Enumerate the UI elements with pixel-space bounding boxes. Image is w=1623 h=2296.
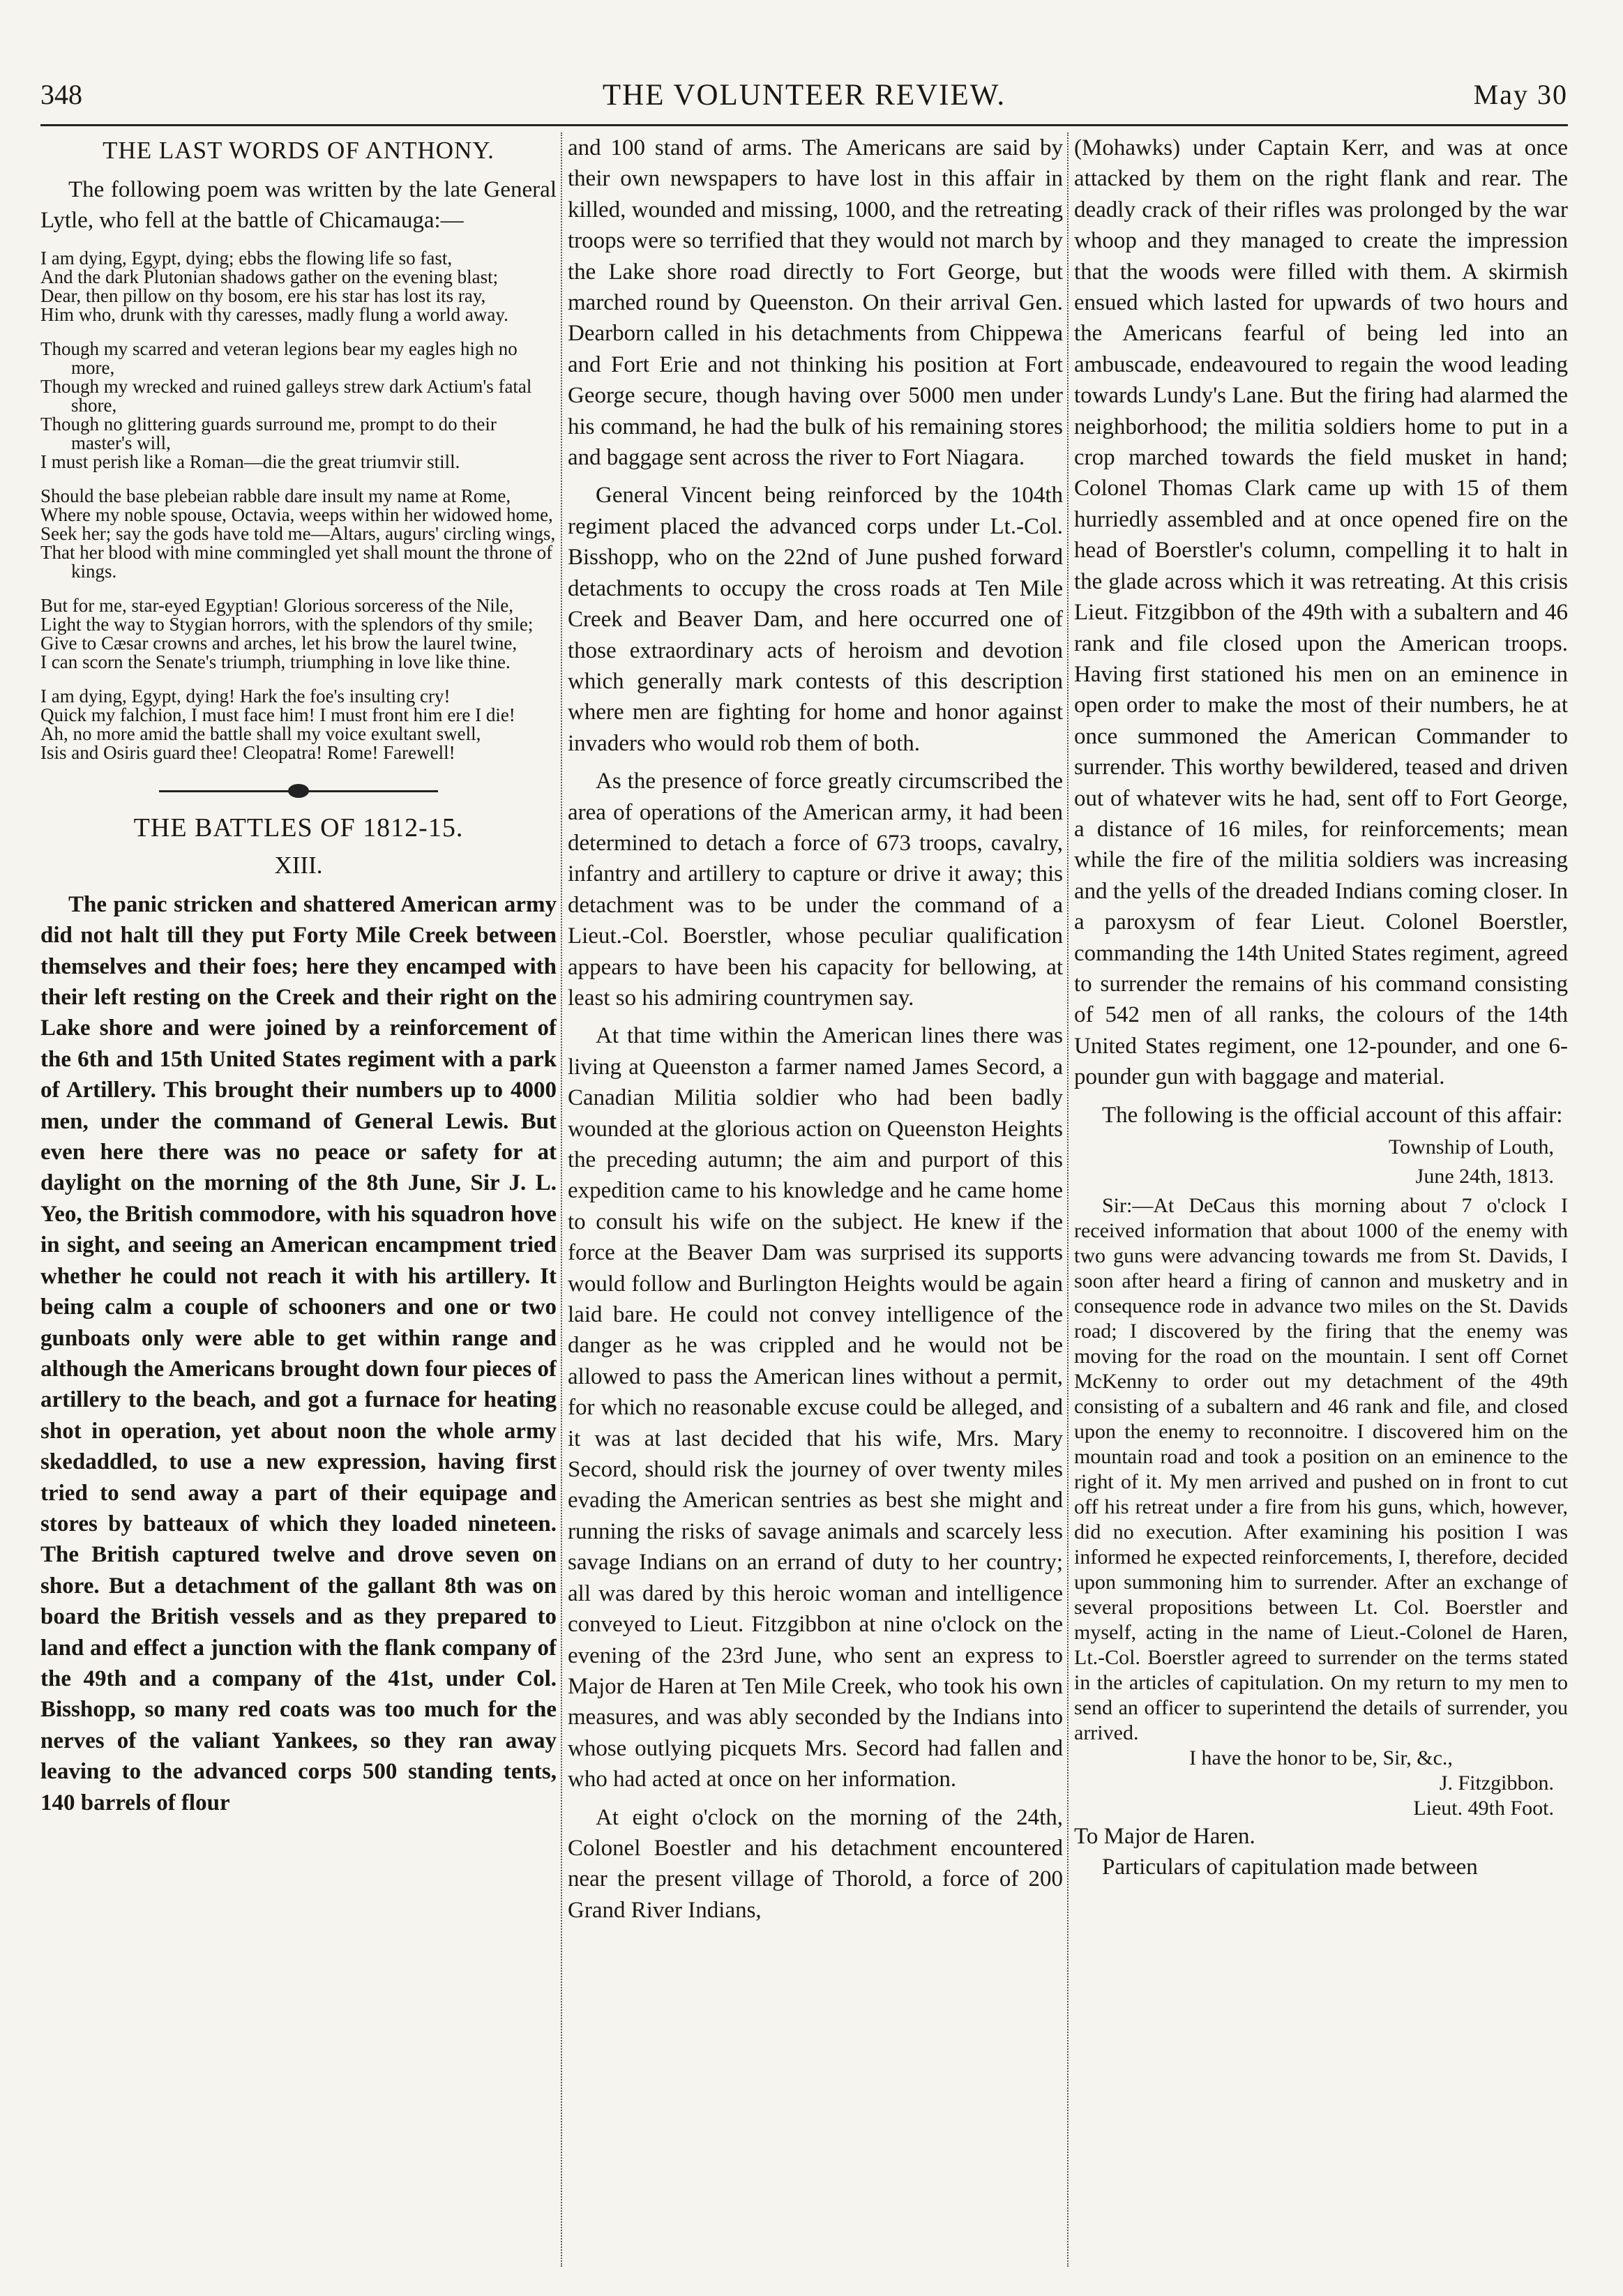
- column-2: [568, 133, 1063, 2281]
- poem-stanza: [40, 687, 557, 762]
- article-paragraph: and 100 stand of arms. The Americans are said by their own newspapers to have lost in this affair in killed, wounded and missing, 1000, and the retreating troops were so terrified that they would not march by the Lake shore road directly to Fort George, but marched round by Queenston. On their arrival Gen. Dearborn called in his detachments from Chippewa and Fort Erie and not thinking his position at Fort George secure, though having over 5000 men under his command, he had the bulk of his remaining stores and baggage sent across the river to Fort Niagara.: [568, 135, 1063, 471]
- poem-stanza: [40, 596, 557, 672]
- column-rule: [561, 133, 562, 2267]
- poem-line: Isis and Osiris guard thee! Cleopatra! Rome! Farewell!: [40, 741, 455, 763]
- header-rule: [40, 124, 1568, 126]
- poem-line: Though my scarred and veteran legions bear my eagles high no more,: [40, 338, 518, 378]
- poem-line: Seek her; say the gods have told me—Altars, augurs' circling wings,: [40, 522, 556, 544]
- poem-line: Should the base plebeian rabble dare insult my name at Rome,: [40, 485, 511, 506]
- letter-addressee: To Major de Haren.: [1074, 1824, 1255, 1849]
- poem-line: I am dying, Egypt, dying; ebbs the flowing life so fast,: [40, 247, 453, 269]
- journal-title: THE VOLUNTEER REVIEW.: [602, 79, 1006, 112]
- poem-line: Give to Cæsar crowns and arches, let his brow the laurel twine,: [40, 632, 518, 654]
- poem-line: I must perish like a Roman—die the great triumvir still.: [40, 451, 460, 472]
- letter-body: Sir:—At DeCaus this morning about 7 o'clock I received information that about 1000 of the enemy with two guns were advancing towards me from St. Davids, I soon after heard a firing of cannon and musketry and in consequence rode in advance two miles on the St. Davids road; I discovered by the firing that the enemy was moving for the road on the mountain. I sent off Cornet McKenny to order out my detachment of the 49th consisting of a subaltern and 46 rank and file, and closed upon the enemy to reconnoitre. I discovered him on the mountain road and took a position on an eminence to the right of it. My men arrived and pushed on in front to cut off his retreat under a fire from his guns, which, however, did no execution. After examining his position I was informed he expected reinforcements, I, therefore, decided upon summoning him to surrender. After an exchange of several propositions between Lt. Col. Boerstler and myself, acting in the name of Lieut.-Colonel de Haren, Lt.-Col. Boerstler agreed to surrender on the terms stated in the articles of capitulation. On my return to my men to send an officer to superintend the details of surrender, you arrived.: [1074, 1194, 1568, 1744]
- column-rule: [1067, 133, 1069, 2267]
- letter-closing: I have the honor to be, Sir, &c.,: [1189, 1746, 1453, 1769]
- article-title: THE BATTLES OF 1812-15.: [133, 813, 464, 843]
- article-paragraph: At eight o'clock on the morning of the 24th, Colonel Boestler and his detachment encountered near the present village of Thorold, a force of 200 Grand River Indians,: [568, 1804, 1063, 1923]
- article-paragraph: General Vincent being reinforced by the 104th regiment placed the advanced corps under Lt.-Col. Bisshopp, who on the 22nd of June pushed forward detachments to occupy the cross roads at Ten Mile Creek and Beaver Dam, and here occurred one of those extraordinary acts of heroism and devotion which generally mark contests of this description where men are fighting for home and honor against invaders who would rob them of both.: [568, 483, 1063, 756]
- article-paragraph: (Mohawks) under Captain Kerr, and was at once attacked by them on the right flank and rear. The deadly crack of their rifles was prolonged by the war whoop and they managed to create the impression that the woods were filled with them. A skirmish ensued which lasted for upwards of two hours and the Americans fearful of being led into an ambuscade, endeavoured to regain the wood leading towards Lundy's Lane. But the firing had alarmed the neighborhood; the militia soldiers home to put in a crop marched towards the field musket in hand; Colonel Thomas Clark came up with 15 of them hurriedly assembled and at once opened fire on the head of Boerstler's column, compelling it to halt in the glade across which it was retreating. At this crisis Lieut. Fitzgibbon of the 49th with a subaltern and 46 rank and file closed upon the American troops. Having first stationed his men on an eminence in open order to make the most of their numbers, he at once summoned the American Commander to surrender. This worthy bewildered, teased and driven out of whatever wits he had, sent off to Fort George, a distance of 16 miles, for reinforcements; mean while the fire of the militia soldiers was increasing and the yells of the dreaded Indians coming closer. In a paroxysm of fear Lieut. Colonel Boerstler, commanding the 14th United States regiment, agreed to surrender the remains of his command consisting of 542 men of all ranks, the colours of the 14th United States regiment, one 12-pounder, and one 6-pounder gun with baggage and material.: [1074, 135, 1568, 1090]
- letter-signature: J. Fitzgibbon.: [1439, 1772, 1554, 1795]
- divider-ornament: [288, 784, 309, 798]
- poem-line: Where my noble spouse, Octavia, weeps within her widowed home,: [40, 504, 553, 525]
- poem-line: Though my wrecked and ruined galleys strew dark Actium's fatal shore,: [40, 375, 532, 416]
- article-paragraph: Particulars of capitulation made between: [1102, 1855, 1478, 1880]
- poem-title: THE LAST WORDS OF ANTHONY.: [103, 137, 495, 164]
- letter-place: Township of Louth,: [1388, 1135, 1554, 1158]
- poem-line: That her blood with mine commingled yet shall mount the throne of kings.: [40, 541, 553, 582]
- poem-line: Dear, then pillow on thy bosom, ere his star has lost its ray,: [40, 285, 486, 306]
- article-paragraph: The panic stricken and shattered American army did not halt till they put Forty Mile Creek between themselves and their foes; here they encamped with their left resting on the Creek and their right on the Lake shore and were joined by a reinforcement of the 6th and 15th United States regiment with a park of Artillery. This brought their numbers up to 4000 men, under the command of General Lewis. But even here there was no peace or safety for at daylight on the morning of the 8th June, Sir J. L. Yeo, the British commodore, with his squadron hove in sight, and seeing an American encampment tried whether he could not reach it with his artillery. It being calm a couple of schooners and one or two gunboats only were able to get within range and although the Americans brought down four pieces of artillery to the beach, and got a furnace for heating shot in operation, yet about noon the whole army skedaddled, to use a new expression, having first tried to send away a part of their equipage and stores by batteaux of which they loaded nineteen. The British captured twelve and drove seven on shore. But a detachment of the gallant 8th was on board the British vessels and as they prepared to land and effect a junction with the flank company of the 49th and a company of the 41st, under Col. Bisshopp, so many red coats was too much for the nerves of the valiant Yankees, so they ran away leaving to the advanced corps 500 standing tents, 140 barrels of flour: [40, 891, 557, 1815]
- poem-stanza: [40, 249, 557, 324]
- letter-rank: Lieut. 49th Foot.: [1413, 1797, 1554, 1820]
- official-letter: [1074, 1135, 1568, 1852]
- poem-line: Though no glittering guards surround me, prompt to do their master's will,: [40, 413, 497, 453]
- poem-stanza: [40, 340, 557, 471]
- poem-line: Ah, no more amid the battle shall my voice exultant swell,: [40, 723, 481, 744]
- poem: [40, 249, 557, 762]
- column-1: [40, 133, 557, 2281]
- poem-stanza: [40, 487, 557, 581]
- poem-line: I can scorn the Senate's triumph, triumphing in love like thine.: [40, 651, 511, 672]
- section-divider: [40, 778, 557, 806]
- poem-line: I am dying, Egypt, dying! Hark the foe's insulting cry!: [40, 685, 451, 707]
- poem-line: Quick my falchion, I must face him! I must front him ere I die!: [40, 704, 515, 725]
- issue-date: May 30: [1473, 79, 1568, 110]
- poem-line: Him who, drunk with thy caresses, madly flung a world away.: [40, 303, 508, 325]
- article-paragraph: The following is the official account of this affair:: [1102, 1102, 1563, 1128]
- poem-line: But for me, star-eyed Egyptian! Glorious sorceress of the Nile,: [40, 594, 514, 616]
- article-paragraph: As the presence of force greatly circumscribed the area of operations of the American army, it had been determined to detach a force of 673 troops, cavalry, infantry and artillery to capture or drive it away; this detachment was to be under the command of a Lieut.-Col. Boerstler, whose peculiar qualification appears to have been his capacity for bellowing, at least so his admiring countrymen say.: [568, 769, 1063, 1011]
- article-paragraph: At that time within the American lines there was living at Queenston a farmer named James Secord, a Canadian Militia soldier who had been badly wounded at the glorious action on Queenston Heights the preceding autumn; the aim and purport of this expedition came to his knowledge and he came home to consult his wife on the subject. He knew if the force at the Beaver Dam was surprised its supports would follow and Burlington Heights would be again laid bare. He could not convey intelligence of the danger as he was crippled and he would not be allowed to pass the American lines without a permit, for which no reasonable excuse could be alleged, and it was at last decided that his wife, Mrs. Mary Secord, should risk the journey of over twenty miles evading the American sentries as best she might and running the risks of savage animals and scarcely less savage Indians on an errand of duty to her country; all was dared by this heroic woman and intelligence conveyed to Lieut. Fitzgibbon at nine o'clock on the evening of the 23rd June, who sent an express to Major de Haren at Ten Mile Creek, who took his own measures, and was ably seconded by the Indians into whose outlying picquets Mrs. Secord had fallen and who had acted at once on her information.: [568, 1023, 1063, 1792]
- page-number: 348: [40, 79, 82, 110]
- poem-line: And the dark Plutonian shadows gather on the evening blast;: [40, 266, 499, 287]
- poem-intro: The following poem was written by the late General Lytle, who fell at the battle of Chicamauga:—: [40, 177, 557, 234]
- poem-line: Light the way to Stygian horrors, with the splendors of thy smile;: [40, 613, 534, 635]
- column-3: [1074, 133, 1568, 2281]
- page-header: [40, 78, 1568, 127]
- letter-date: June 24th, 1813.: [1415, 1165, 1554, 1188]
- article-part-number: XIII.: [274, 851, 323, 879]
